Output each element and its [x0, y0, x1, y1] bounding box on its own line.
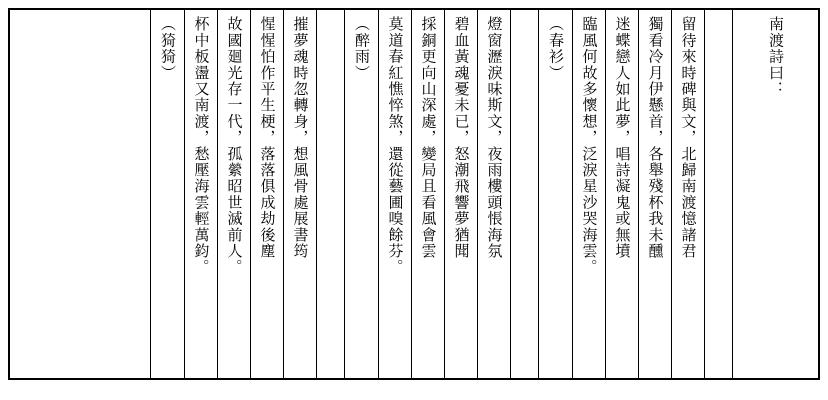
column-text: （春衫） [547, 16, 565, 81]
column-text: 南渡詩曰： [767, 16, 785, 97]
poem-title-column [732, 10, 818, 378]
column-text: 故國廻光存一代，孤縈昭世滅前人。 [225, 16, 244, 276]
poem-verse-column [444, 10, 477, 378]
column-text: （醉雨） [353, 16, 371, 81]
column-text: 燈窗瀝淚味斯文，夜雨樓頭悵海氛 [485, 16, 504, 259]
column-text: 惺惺怕作平生梗，落落俱成劫後塵 [258, 16, 277, 259]
poem-spacer-column [122, 10, 150, 378]
column-text: 獨看冷月伊懸首，各舉殘杯我未醺 [646, 16, 665, 259]
column-text: 迷蝶戀人如此夢，唱詩凝鬼或無墳 [613, 16, 632, 259]
poem-author-note-column [344, 10, 378, 378]
poem-verse-column [184, 10, 217, 378]
poem-author-note-column [538, 10, 572, 378]
column-text: 杯中板盪又南渡，愁壓海雲輕萬鈞。 [192, 16, 211, 276]
poem-verse-column [411, 10, 444, 378]
column-text: 採銅更向山深處，變局且看風會雲 [419, 16, 438, 259]
poem-verse-column [638, 10, 671, 378]
poem-verse-column [671, 10, 704, 378]
poem-verse-column [477, 10, 510, 378]
column-text: （猗猗） [159, 16, 177, 81]
poem-spacer-column [316, 10, 344, 378]
poem-frame [8, 8, 820, 380]
column-text: 碧血黃魂憂未已，怒潮飛響夢猶聞 [452, 16, 471, 259]
column-text: 莫道春紅憔悴煞，還從藝圃嗅餘芬。 [386, 16, 405, 276]
poem-verse-column [283, 10, 316, 378]
poem-spacer-column [510, 10, 538, 378]
poem-author-note-column [150, 10, 184, 378]
column-text: 留待來時碑與文，北歸南渡憶諸君 [679, 16, 698, 259]
poem-verse-column [605, 10, 638, 378]
poem-verse-column [217, 10, 250, 378]
poem-spacer-column [704, 10, 732, 378]
column-text: 摧夢魂時忽轉身，想風骨處展書筠 [291, 16, 310, 259]
poem-verse-column [378, 10, 411, 378]
poem-verse-column [572, 10, 605, 378]
column-text: 臨風何故多懷想，泛淚星沙哭海雲。 [580, 16, 599, 276]
poem-verse-column [250, 10, 283, 378]
